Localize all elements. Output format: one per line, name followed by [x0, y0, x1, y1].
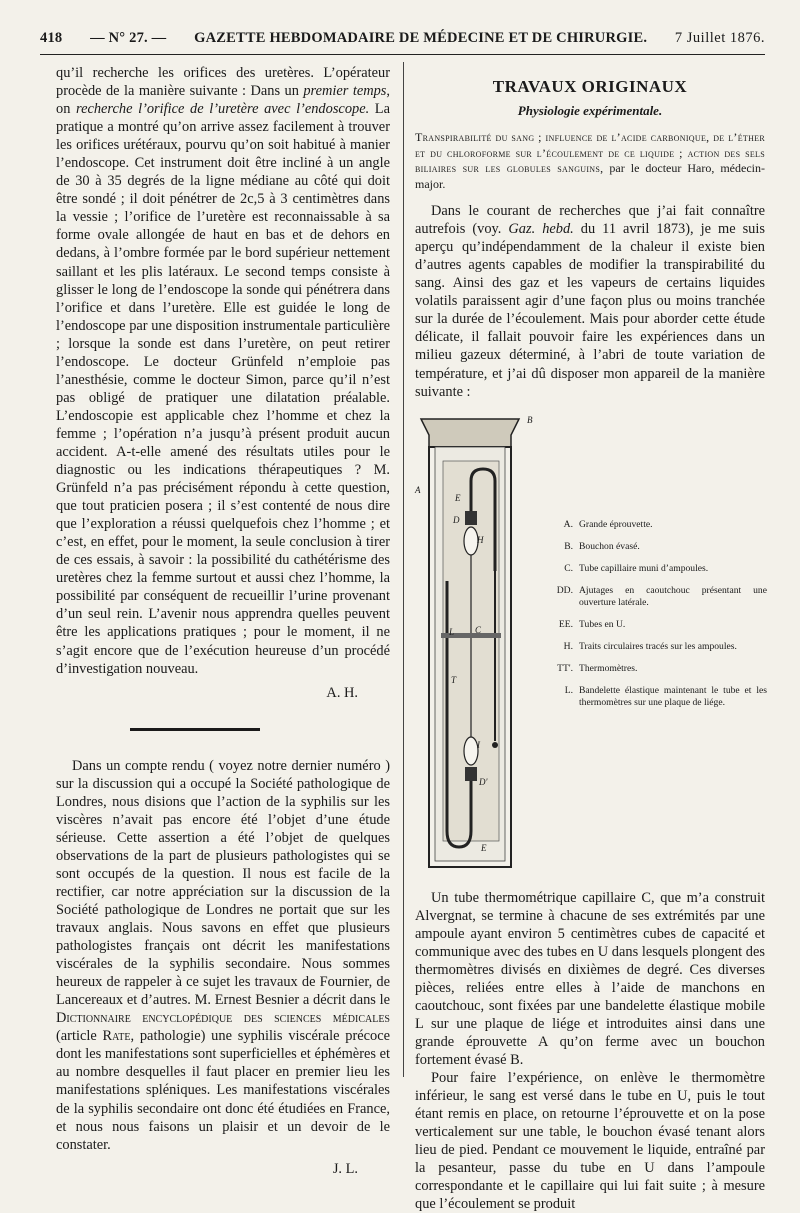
emphasis: Gaz. hebd. — [508, 221, 574, 238]
legend-item — [537, 519, 767, 531]
section-separator — [130, 728, 260, 731]
legend-text: Traits circulaires tracés sur les ampoules. — [579, 640, 737, 652]
label-t: T — [451, 674, 457, 685]
endoscopy-paragraph — [56, 64, 390, 678]
legend-key: C. — [564, 562, 573, 574]
text-run: qu’il recherche les orifices des uretères. L’opérateur procède de la manière suivante : Dans un — [56, 65, 390, 100]
procedure-paragraph: Pour faire l’expérience, on enlève le thermomètre inférieur, le sang est versé dans le tube en U, puis le tout étant remis en place, on retourne l’éprouvette et on la pose verticalement sur une table, le bouchon évasé tenant alors lieu de pied. Pendant ce mouvement le liquide, entraîné par la pesanteur, passe du tube en U dans l’ampoule correspondante et le capillaire qui lui fait suite ; à mesure que l’écoulement se produit — [415, 1070, 765, 1213]
article-title: Transpirabilité du sang ; influence de l’acide carbonique, de l’éther et du chloroforme sur l’écoulement de ce liquide ; action des sels biliaires sur les globules sanguins, — [415, 130, 765, 176]
issue-number: — N° 27. — — [90, 30, 167, 46]
legend-key: A. — [563, 518, 573, 530]
legend-key: B. — [564, 540, 573, 552]
text-run: (article — [56, 1028, 103, 1045]
label-h: H — [477, 534, 484, 545]
article-author: par le docteur Haro, médecin-major. — [415, 161, 765, 191]
emphasis: premier temps — [303, 83, 387, 100]
article-name: Rate — [102, 1028, 131, 1045]
label-i: I — [477, 739, 480, 750]
label-a: A — [415, 484, 421, 495]
text-run: Dans le courant de recherches que j’ai fait connaître autrefois (voy. — [415, 203, 765, 238]
text-run: du 11 avril 1873), je me suis aperçu qu’indépendamment de la chaleur il existe bien d’autres agents capables de modifier la transpirabilité du sang. Ainsi des gaz et les vapeurs de certains liquides volatils paraissent agir d’une façon plus ou moins tranchée sur la durée de l’écoulement. Mais pour aborder cette étude délicate, il fallait pouvoir faire les expériences dans un milieu gazeux déterminé, à l’abri de toute variation de température, et j’ai dû disposer mon appareil de la manière suivante : — [415, 221, 765, 400]
apparatus-figure — [415, 411, 765, 881]
legend-item — [537, 585, 767, 609]
legend-item — [537, 541, 767, 553]
column-divider — [403, 62, 404, 1077]
text-run: La pratique a montré qu’on arrive assez facilement à trouver les orifices urétéraux, pourvu qu’on soit habitué à manier l’endoscope. Cet instrument doit être incliné à un angle de 30 à 35 degrés de la ligne médiane au côté qui doit être sondé ; il doit pénétrer de 2c,5 à 3 centimètres dans la vessie ; l’orifice de l’uretère est reconnaissable à sa forme ovale allongée de haut en bas et de dehors en dedans, à l’ombre formée par le bord supérieur nettement saillant et les plis latéraux. Le second temps consiste à glisser le long de l’endoscope la sonde qui pénétrera dans l’orifice et dans l’uretère. Elle est guidée le long de l’endoscope par une disposition instrumentale particulière ; lorsque la sonde est dans l’uretère, on peut retirer l’endoscope. Le docteur Grünfeld n’emploie pas l’anesthésie, comme le docteur Simon, parce qu’il n’est pas obligé de pratiquer une dilatation préalable. L’endoscopie est applicable chez l’homme et chez la femme ; l’opération n’a jusqu’à présent produit aucun accident. A-t-elle amené des résultats utiles pour le diagnostic ou les indications thérapeutiques ? M. Grünfeld n’a pas précisément répondu à cette question, que tout praticien posera ; il s’est contenté de nous dire que l’exploration a réussi quelquefois chez l’homme ; et c’est, en effet, pour le moment, la seule conclusion à tirer de ces essais, à savoir : la possibilité du cathétérisme des uretères chez la femme surtout et aussi chez l’homme, la possibilité par conséquent de recueillir l’urine provenant d’un seul rein. L’avenir nous apprendra quelles peuvent être les applications pratiques ; pour le moment, il ne s’agit encore que de l’exécution heureuse d’un procédé d’investigation nouveau. — [56, 101, 390, 677]
journal-title: GAZETTE HEBDOMADAIRE DE MÉDECINE ET DE CHIRURGIE. — [194, 30, 648, 46]
text-run: Dans un compte rendu ( voyez notre dernier numéro ) sur la discussion qui a occupé la Société pathologique de Londres, nous disions que l’action de la syphilis sur les viscères n’avait pas encore été l’objet d’une étude sérieuse. Cette assertion a été l’objet de quelques observations de la part de plusieurs pathologistes qui se sont occupés de la question. Il nous est facile de la rectifier, car notre appréciation sur la discussion de la Société pathologique de Londres ne portait que sur les travaux anglais. Nous savons en effet que plusieurs pathologistes français ont décrit les manifestations viscérales de la syphilis secondaire. Nous sommes heureux de rappeler à ce sujet les travaux de Fournier, de Lancereaux et d’autres. M. Ernest Besnier a décrit dans le — [56, 757, 390, 1009]
label-c: C — [475, 624, 482, 635]
legend-text: Tube capillaire muni d’ampoules. — [579, 562, 709, 574]
signature-ah: A. H. — [326, 684, 358, 701]
legend-item — [537, 685, 767, 709]
label-e-upper: E — [455, 492, 461, 503]
apparatus-paragraph: Un tube thermométrique capillaire C, que m’a construit Alvergnat, se termine à chacune de ses extrémités par une ampoule ayant environ 5 centimètres cubes de capacité et communique avec des tubes en U dans lesquels plongent des thermomètres divisés en dixièmes de degré. Ces diverses pièces, reliées entre elles à l’aide de manchons en caoutchouc, sont fixées par une bandelette élastique mobile L sur une plaque de liége et introduites ainsi dans une grande éprouvette A qu’on ferme avec un bouchon fortement évasé B. — [415, 889, 765, 1069]
legend-key: DD. — [556, 584, 573, 596]
intro-paragraph — [415, 202, 765, 401]
figure-legend — [537, 519, 767, 719]
legend-item — [537, 641, 767, 653]
legend-key: L. — [564, 684, 573, 696]
article-heading — [415, 130, 765, 192]
legend-item — [537, 619, 767, 631]
left-column — [56, 64, 390, 1178]
label-l: L — [449, 626, 455, 637]
legend-item — [537, 563, 767, 575]
label-d: D — [453, 514, 460, 525]
dictionary-title: Dictionnaire encyclopédique des sciences médicales — [56, 1010, 390, 1027]
text-run: , pathologie) une syphilis viscérale précoce dont les manifestations sont superficielles et éphémères et au nombre desquelles il faut placer en premier lieu les manifestations spléniques. Les manifestations viscérales de la syphilis secondaire ont donc été étudiées en France, et nous nous faisons un plaisir et un devoir de le constater. — [56, 1028, 390, 1153]
legend-text: Ajutages en caoutchouc présentant une ouverture latérale. — [579, 584, 767, 608]
right-column — [415, 78, 765, 1213]
legend-key: H. — [563, 640, 573, 652]
legend-text: Bandelette élastique maintenant le tube et les thermomètres sur une plaque de liége. — [579, 684, 767, 708]
legend-text: Tubes en U. — [579, 618, 626, 630]
legend-text: Bouchon évasé. — [579, 540, 640, 552]
legend-item — [537, 663, 767, 675]
legend-key: EE. — [558, 618, 573, 630]
header-rule — [40, 54, 765, 55]
signature-jl: J. L. — [332, 1160, 358, 1177]
section-subtitle: Physiologie expérimentale. — [517, 103, 663, 119]
legend-key: TT'. — [557, 662, 573, 674]
label-e-lower: E — [481, 842, 487, 853]
legend-text: Grande éprouvette. — [579, 518, 653, 530]
apparatus-drawing — [415, 411, 545, 881]
emphasis: recherche l’orifice de l’uretère avec l’endoscope. — [76, 101, 370, 118]
label-d-prime: D' — [479, 776, 488, 787]
section-title: TRAVAUX ORIGINAUX — [492, 77, 688, 96]
label-b: B — [527, 414, 533, 425]
page-number: 418 — [40, 30, 63, 46]
text-run: , on — [56, 83, 390, 118]
legend-text: Thermomètres. — [579, 662, 638, 674]
running-header — [40, 30, 765, 50]
issue-date: 7 Juillet 1876. — [674, 30, 765, 46]
syphilis-paragraph — [56, 757, 390, 1154]
